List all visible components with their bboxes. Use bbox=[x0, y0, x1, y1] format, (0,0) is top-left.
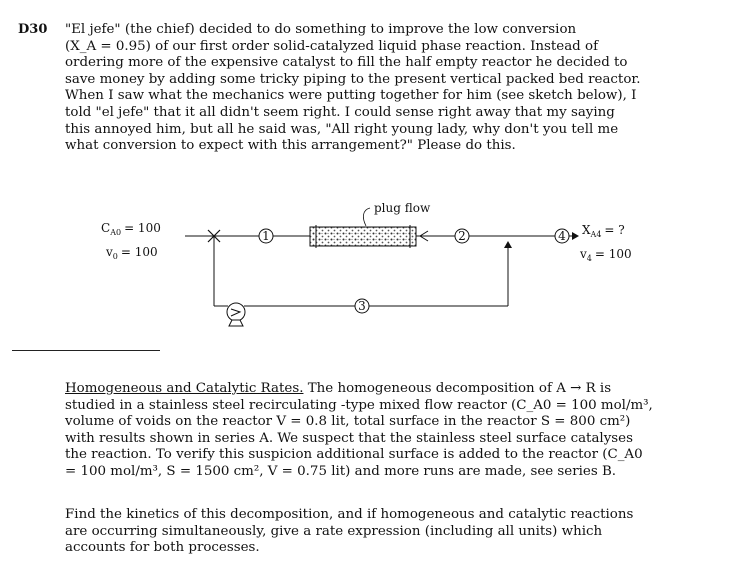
problem-id: D30 bbox=[18, 22, 48, 37]
homogeneous-catalytic-section bbox=[65, 381, 653, 481]
statement-line: told "el jefe" that it all didn't seem right. I could sense right away that my saying bbox=[65, 104, 615, 120]
task-line: accounts for both processes. bbox=[65, 540, 260, 556]
section-line: = 100 mol/m³, S = 1500 cm², V = 0.75 lit) and more runs are made, see series B. bbox=[65, 463, 617, 479]
outlet-flow-label: $v_4 = 100$ bbox=[580, 247, 632, 263]
section-line: with results shown in series A. We suspect that the stainless steel surface catalyses bbox=[65, 430, 633, 446]
flow-diagram-svg bbox=[0, 190, 732, 350]
statement-line: ordering more of the expensive catalyst to fill the half empty reactor he decided to bbox=[65, 55, 628, 71]
statement-line: what conversion to expect with this arrangement?" Please do this. bbox=[65, 138, 516, 154]
flow-diagram bbox=[0, 190, 732, 350]
reactor-callout bbox=[363, 208, 370, 226]
section-heading: Homogeneous and Catalytic Rates. bbox=[65, 381, 304, 396]
statement-line: save money by adding some tricky piping to the present vertical packed bed reactor. bbox=[65, 71, 641, 87]
section-line: volume of voids on the reactor V = 0.8 lit, total surface in the reactor S = 800 cm²) bbox=[65, 414, 631, 430]
outlet-conversion-label: $X_{A4}$ = ? bbox=[582, 223, 625, 239]
feed-concentration-label: $C_{A0} = 100$ bbox=[101, 221, 161, 237]
task-line: Find the kinetics of this decomposition, and if homogeneous and catalytic reactions bbox=[65, 507, 634, 522]
section-line: the reaction. To verify this suspicion additional surface is added to the reactor (C_A0 bbox=[65, 447, 643, 463]
stream-1-number: 1 bbox=[262, 229, 270, 243]
section-line: studied in a stainless steel recirculating -type mixed flow reactor (C_A0 = 100 mol/m³, bbox=[65, 397, 653, 413]
feed-flow-label: $v_0 = 100$ bbox=[106, 245, 158, 261]
statement-line: this annoyed him, but all he said was, "All right young lady, why don't you tell me bbox=[65, 121, 619, 137]
section-line bbox=[65, 381, 653, 398]
stream-4-number: 4 bbox=[558, 229, 566, 243]
section-line-text: The homogeneous decomposition of A → R is bbox=[303, 381, 612, 396]
stream-3-number: 3 bbox=[358, 299, 366, 313]
pump-icon bbox=[227, 303, 245, 326]
packed-bed-reactor bbox=[310, 227, 416, 246]
statement-line: When I saw what the mechanics were putting together for him (see sketch below), I bbox=[65, 88, 637, 104]
task-section bbox=[65, 507, 633, 557]
plug-flow-label: plug flow bbox=[374, 201, 431, 215]
task-line: are occurring simultaneously, give a rate expression (including all units) which bbox=[65, 523, 603, 539]
footnote-divider bbox=[12, 350, 160, 351]
statement-line: "El jefe" (the chief) decided to do something to improve the low conversion bbox=[65, 22, 577, 37]
problem-statement bbox=[65, 22, 715, 155]
statement-line: (X_A = 0.95) of our first order solid-catalyzed liquid phase reaction. Instead of bbox=[65, 38, 599, 54]
stream-2-number: 2 bbox=[458, 229, 466, 243]
